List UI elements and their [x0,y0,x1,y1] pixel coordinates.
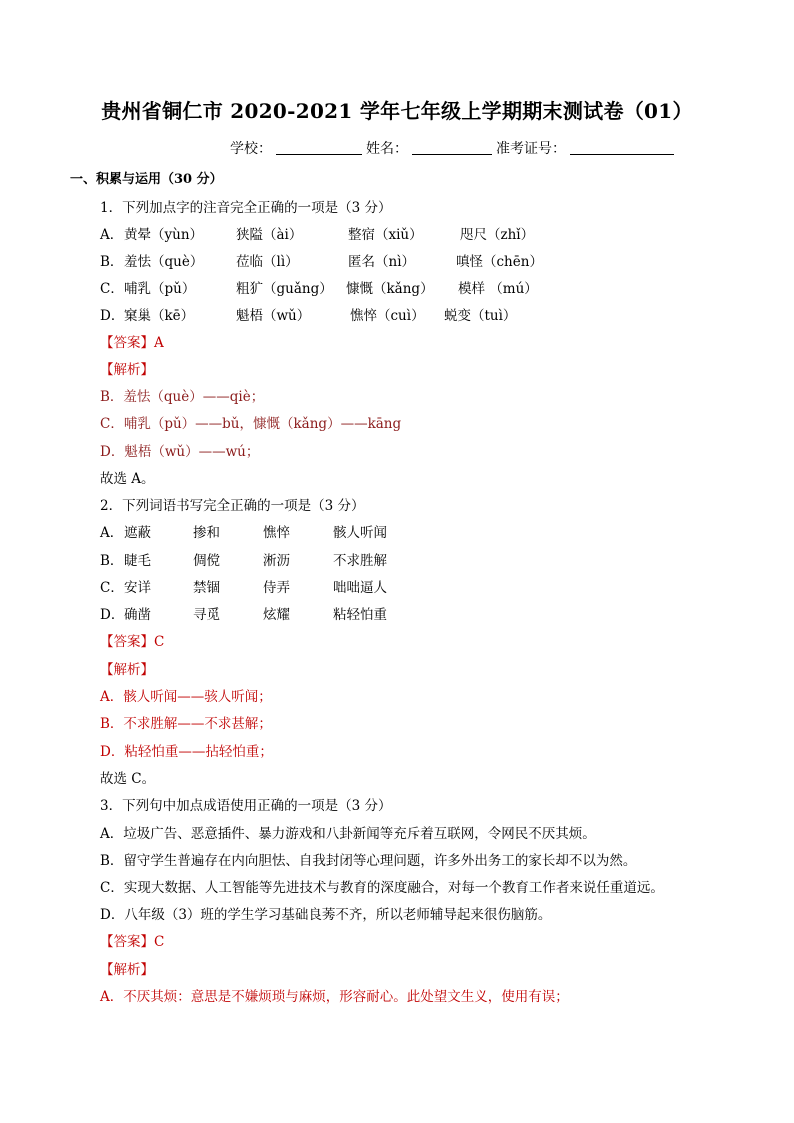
question-3-option-d: D．八年级（3）班的学生学习基础良莠不齐，所以老师辅导起来很伤脑筋。 [100,907,552,923]
section-heading: 一、积累与运用（30 分） [70,172,223,187]
question-3-option-a: A．垃圾广告、恶意插件、暴力游戏和八卦新闻等充斥着互联网，令网民不厌其烦。 [100,826,596,842]
question-2-conclusion: 故选 C。 [100,771,156,787]
question-1-analysis-line: B．羞怯（què）——qiè； [100,389,265,405]
question-1-stem: 1．下列加点字的注音完全正确的一项是（3 分） [100,200,392,216]
question-1-conclusion: 故选 A。 [100,471,155,487]
exam-no-field[interactable] [570,140,674,155]
question-3-option-c: C．实现大数据、人工智能等先进技术与教育的深度融合，对每一个教育工作者来说任重道远。 [100,880,664,896]
school-label: 学校： [230,141,272,157]
question-2-stem: 2．下列词语书写完全正确的一项是（3 分） [100,498,365,514]
question-3-analysis-tag: 【解析】 [100,962,154,978]
question-2-analysis-line: B．不求胜解——不求甚解； [100,716,272,732]
question-3-stem: 3．下列句中加点成语使用正确的一项是（3 分） [100,798,392,814]
question-1-analysis-line: D．魁梧（wǔ）——wú； [100,444,260,460]
question-2-analysis-line: A．骸人听闻——骇人听闻； [100,689,272,705]
exam-no-label: 准考证号： [496,141,566,157]
question-2-analysis-line: D．粘轻怕重——拈轻怕重； [100,744,273,760]
question-3-option-b: B．留守学生普遍存在内向胆怯、自我封闭等心理问题，许多外出务工的家长却不以为然。 [100,853,637,869]
name-field[interactable] [412,140,492,155]
question-1-analysis-tag: 【解析】 [100,362,154,378]
student-info-line [230,138,678,158]
question-1-analysis-line: C．哺乳（pǔ）——bǔ，慷慨（kǎng）——kāng [100,416,402,432]
school-field[interactable] [276,140,362,155]
question-3-analysis-line: A．不厌其烦：意思是不嫌烦琐与麻烦，形容耐心。此处望文生义，使用有误； [100,989,569,1005]
question-2-answer: 【答案】C [100,634,165,650]
question-3-answer: 【答案】C [100,934,165,950]
question-1-answer: 【答案】A [100,335,164,351]
name-label: 姓名： [366,141,408,157]
page-title: 贵州省铜仁市 2020-2021 学年七年级上学期期末测试卷（01） [101,99,693,123]
question-2-analysis-tag: 【解析】 [100,662,154,678]
